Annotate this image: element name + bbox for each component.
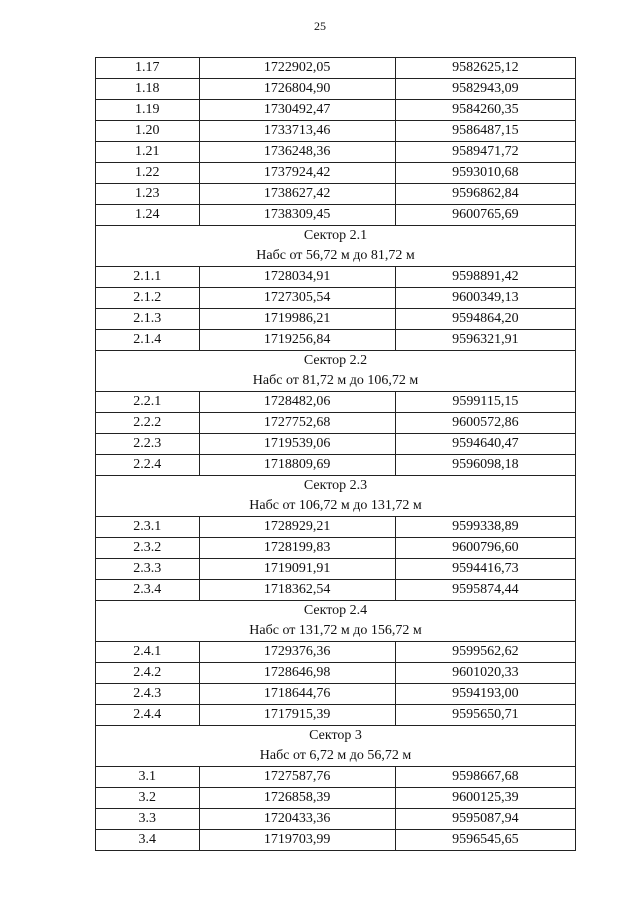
y-coordinate-cell: 9596862,84 [395,184,575,205]
x-coordinate-cell: 1726858,39 [199,788,395,809]
table-row [96,309,576,330]
table-row [96,392,576,413]
y-coordinate-cell: 9582625,12 [395,58,575,79]
x-coordinate-cell: 1728646,98 [199,663,395,684]
x-coordinate-cell: 1728199,83 [199,538,395,559]
sector-header [96,476,576,517]
x-coordinate-cell: 1727752,68 [199,413,395,434]
sector-header [96,351,576,392]
point-id-cell: 2.3.1 [96,517,200,538]
sector-header-row [96,226,576,267]
table-row [96,517,576,538]
y-coordinate-cell: 9589471,72 [395,142,575,163]
point-id-cell: 1.23 [96,184,200,205]
point-id-cell: 3.2 [96,788,200,809]
x-coordinate-cell: 1720433,36 [199,809,395,830]
x-coordinate-cell: 1717915,39 [199,705,395,726]
sector-title: Сектор 2.1 [303,228,368,243]
x-coordinate-cell: 1728034,91 [199,267,395,288]
y-coordinate-cell: 9600349,13 [395,288,575,309]
table-row [96,330,576,351]
x-coordinate-cell: 1738627,42 [199,184,395,205]
sector-header-row [96,726,576,767]
x-coordinate-cell: 1718809,69 [199,455,395,476]
x-coordinate-cell: 1736248,36 [199,142,395,163]
table-row [96,163,576,184]
point-id-cell: 2.2.3 [96,434,200,455]
table-row [96,79,576,100]
x-coordinate-cell: 1727587,76 [199,767,395,788]
x-coordinate-cell: 1719703,99 [199,830,395,851]
y-coordinate-cell: 9600796,60 [395,538,575,559]
x-coordinate-cell: 1728929,21 [199,517,395,538]
point-id-cell: 2.1.2 [96,288,200,309]
x-coordinate-cell: 1719539,06 [199,434,395,455]
x-coordinate-cell: 1726804,90 [199,79,395,100]
y-coordinate-cell: 9582943,09 [395,79,575,100]
sector-header-row [96,476,576,517]
table-row [96,809,576,830]
x-coordinate-cell: 1728482,06 [199,392,395,413]
x-coordinate-cell: 1727305,54 [199,288,395,309]
table-row [96,663,576,684]
table-row [96,642,576,663]
table-row [96,434,576,455]
x-coordinate-cell: 1719986,21 [199,309,395,330]
table-row [96,58,576,79]
point-id-cell: 3.3 [96,809,200,830]
x-coordinate-cell: 1733713,46 [199,121,395,142]
table-row [96,830,576,851]
x-coordinate-cell: 1718644,76 [199,684,395,705]
point-id-cell: 2.4.1 [96,642,200,663]
y-coordinate-cell: 9593010,68 [395,163,575,184]
table-row [96,538,576,559]
point-id-cell: 1.17 [96,58,200,79]
point-id-cell: 2.4.4 [96,705,200,726]
table-row [96,559,576,580]
y-coordinate-cell: 9601020,33 [395,663,575,684]
sector-title: Сектор 2.4 [303,603,368,618]
table-row [96,100,576,121]
table-row [96,788,576,809]
point-id-cell: 2.1.3 [96,309,200,330]
point-id-cell: 2.2.4 [96,455,200,476]
y-coordinate-cell: 9599115,15 [395,392,575,413]
x-coordinate-cell: 1738309,45 [199,205,395,226]
table-row [96,121,576,142]
point-id-cell: 2.4.3 [96,684,200,705]
point-id-cell: 1.21 [96,142,200,163]
page-number: 25 [314,19,326,33]
table-row [96,767,576,788]
table-row [96,455,576,476]
sector-header [96,726,576,767]
x-coordinate-cell: 1737924,42 [199,163,395,184]
y-coordinate-cell: 9594193,00 [395,684,575,705]
table-row [96,580,576,601]
point-id-cell: 2.1.1 [96,267,200,288]
sector-title: Сектор 3 [309,728,362,743]
y-coordinate-cell: 9598667,68 [395,767,575,788]
table-row [96,205,576,226]
point-id-cell: 3.1 [96,767,200,788]
x-coordinate-cell: 1722902,05 [199,58,395,79]
y-coordinate-cell: 9594864,20 [395,309,575,330]
sector-height-range: Набс от 81,72 м до 106,72 м [252,373,419,388]
table-row [96,142,576,163]
sector-title: Сектор 2.3 [303,478,368,493]
point-id-cell: 2.2.1 [96,392,200,413]
x-coordinate-cell: 1719256,84 [199,330,395,351]
sector-header [96,601,576,642]
point-id-cell: 1.19 [96,100,200,121]
x-coordinate-cell: 1730492,47 [199,100,395,121]
y-coordinate-cell: 9595650,71 [395,705,575,726]
sector-height-range: Набс от 6,72 м до 56,72 м [259,748,412,763]
sector-header-row [96,351,576,392]
sector-header [96,226,576,267]
point-id-cell: 1.20 [96,121,200,142]
y-coordinate-cell: 9599562,62 [395,642,575,663]
point-id-cell: 1.22 [96,163,200,184]
x-coordinate-cell: 1718362,54 [199,580,395,601]
y-coordinate-cell: 9595087,94 [395,809,575,830]
y-coordinate-cell: 9598891,42 [395,267,575,288]
point-id-cell: 2.3.2 [96,538,200,559]
table-row [96,184,576,205]
y-coordinate-cell: 9594640,47 [395,434,575,455]
y-coordinate-cell: 9594416,73 [395,559,575,580]
y-coordinate-cell: 9600125,39 [395,788,575,809]
table-row [96,705,576,726]
y-coordinate-cell: 9600765,69 [395,205,575,226]
table-row [96,288,576,309]
point-id-cell: 3.4 [96,830,200,851]
point-id-cell: 2.3.3 [96,559,200,580]
y-coordinate-cell: 9596321,91 [395,330,575,351]
point-id-cell: 1.24 [96,205,200,226]
y-coordinate-cell: 9595874,44 [395,580,575,601]
y-coordinate-cell: 9586487,15 [395,121,575,142]
sector-title: Сектор 2.2 [303,353,368,368]
table-row [96,684,576,705]
y-coordinate-cell: 9584260,35 [395,100,575,121]
table-row [96,413,576,434]
coordinates-table [95,57,576,851]
sector-header-row [96,601,576,642]
sector-height-range: Набс от 131,72 м до 156,72 м [249,623,422,638]
point-id-cell: 2.1.4 [96,330,200,351]
point-id-cell: 2.4.2 [96,663,200,684]
x-coordinate-cell: 1729376,36 [199,642,395,663]
y-coordinate-cell: 9596545,65 [395,830,575,851]
coordinates-table-body [96,58,576,851]
sector-height-range: Набс от 106,72 м до 131,72 м [249,498,422,513]
y-coordinate-cell: 9600572,86 [395,413,575,434]
sector-height-range: Набс от 56,72 м до 81,72 м [256,248,415,263]
point-id-cell: 2.2.2 [96,413,200,434]
x-coordinate-cell: 1719091,91 [199,559,395,580]
y-coordinate-cell: 9599338,89 [395,517,575,538]
point-id-cell: 2.3.4 [96,580,200,601]
y-coordinate-cell: 9596098,18 [395,455,575,476]
point-id-cell: 1.18 [96,79,200,100]
table-row [96,267,576,288]
